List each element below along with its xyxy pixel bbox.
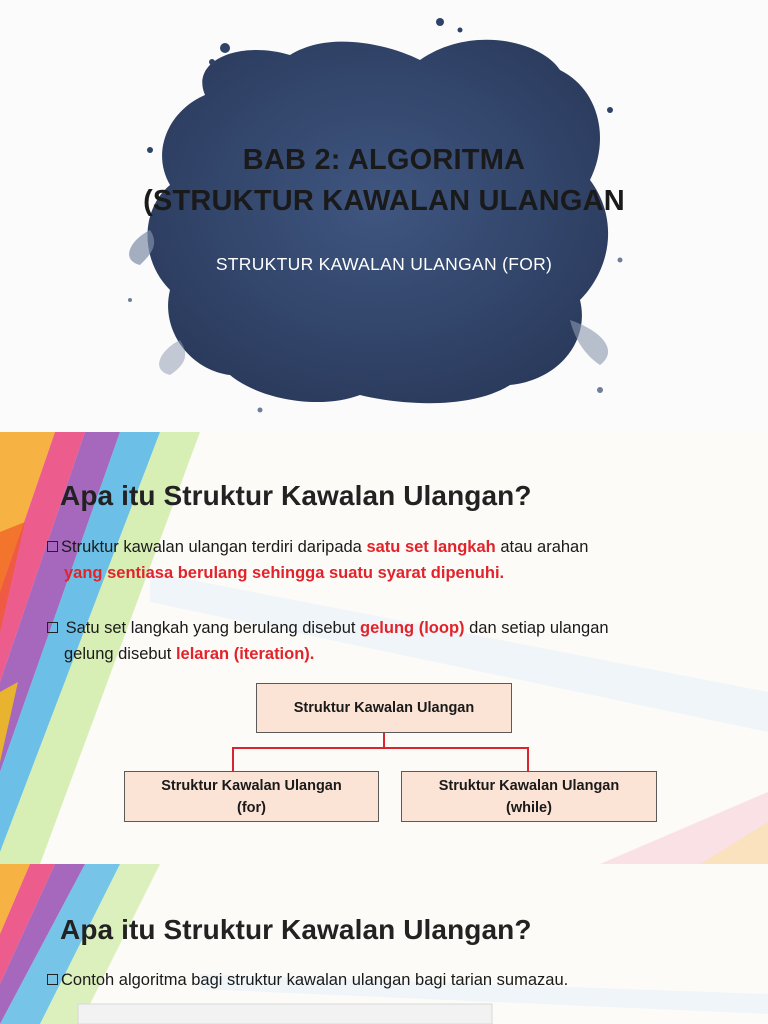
connector-line xyxy=(527,747,529,771)
bullet-point-2 xyxy=(47,615,747,667)
connector-line xyxy=(232,747,234,771)
slide-title-line-1: BAB 2: ALGORITMA xyxy=(242,144,526,176)
bullet-text: Satu set langkah yang berulang disebut xyxy=(61,619,361,637)
diagram-root-node xyxy=(256,683,512,733)
bullet-box-icon xyxy=(47,541,58,552)
bullet-point-1 xyxy=(47,967,747,993)
node-label: (for) xyxy=(237,799,266,816)
bullet-point-1 xyxy=(47,534,747,586)
node-label: (while) xyxy=(506,799,552,816)
bullet-text: atau arahan xyxy=(495,538,589,556)
content-slide-2 xyxy=(0,864,768,1024)
highlight-text: gelung (loop) xyxy=(360,619,465,637)
highlight-text: yang sentiasa berulang sehingga suatu syarat dipenuhi. xyxy=(64,564,505,582)
connector-line xyxy=(232,747,529,749)
diagram-node-for xyxy=(124,771,379,822)
slide-subtitle: STRUKTUR KAWALAN ULANGAN (FOR) xyxy=(215,254,553,274)
node-label: Struktur Kawalan Ulangan xyxy=(161,777,342,794)
bullet-text: Struktur kawalan ulangan terdiri daripada xyxy=(61,538,367,556)
content-slide-1 xyxy=(0,432,768,864)
node-label: Struktur Kawalan Ulangan xyxy=(438,777,620,794)
node-label: Struktur Kawalan Ulangan xyxy=(293,700,475,716)
connector-line xyxy=(383,733,385,748)
bullet-text: gelung disebut xyxy=(64,645,176,663)
slide-title-line-2: (STRUKTUR KAWALAN ULANGAN xyxy=(143,185,625,217)
slide-heading: Apa itu Struktur Kawalan Ulangan? xyxy=(60,480,532,511)
bullet-text: dan setiap ulangan xyxy=(464,619,609,637)
highlight-text: satu set langkah xyxy=(366,538,496,556)
bullet-box-icon xyxy=(47,622,58,633)
diagram-node-while xyxy=(401,771,657,822)
bullet-text: Contoh algoritma bagi struktur kawalan ulangan bagi tarian sumazau. xyxy=(61,971,569,989)
title-slide xyxy=(0,0,768,432)
highlight-text: lelaran (iteration). xyxy=(175,645,315,663)
bullet-box-icon xyxy=(47,974,58,985)
slide-heading: Apa itu Struktur Kawalan Ulangan? xyxy=(60,914,532,945)
